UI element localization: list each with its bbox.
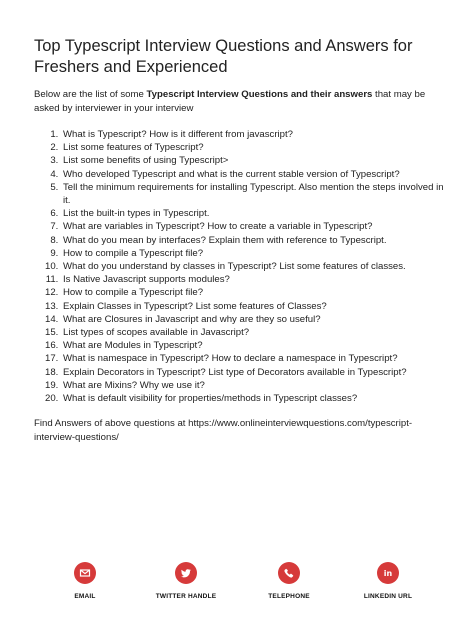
contact-label: TWITTER HANDLE (155, 593, 217, 600)
question-item: 16. What are Modules in Typescript? (61, 339, 444, 352)
intro-paragraph (34, 88, 444, 116)
phone-icon[interactable] (278, 562, 300, 584)
question-item: 4. Who developed Typescript and what is the current stable version of Typescript? (61, 168, 444, 181)
question-item: 15. List types of scopes available in Javascript? (61, 326, 444, 339)
contact-label: LINKEDIN URL (363, 593, 413, 600)
question-item: 3. List some benefits of using Typescript> (61, 154, 444, 167)
linkedin-icon[interactable] (377, 562, 399, 584)
questions-list (34, 128, 444, 405)
contact-label: TELEPHONE (268, 593, 310, 600)
svg-text:in: in (383, 569, 393, 578)
contact-telephone[interactable] (239, 562, 339, 600)
question-item: 9. How to compile a Typescript file? (61, 247, 444, 260)
question-item: 18. Explain Decorators in Typescript? List type of Decorators available in Typescript? (61, 366, 444, 379)
question-item: 10. What do you understand by classes in Typescript? List some features of classes. (61, 260, 444, 273)
twitter-icon[interactable] (175, 562, 197, 584)
intro-text-before: Below are the list of some (34, 89, 147, 100)
intro-text-after: that may be asked by interviewer in your interview (34, 89, 426, 114)
contact-linkedin[interactable] (338, 562, 438, 600)
contact-label: EMAIL (74, 593, 96, 600)
question-item: 20. What is default visibility for properties/methods in Typescript classes? (61, 392, 444, 405)
question-item: 14. What are Closures in Javascript and why are they so useful? (61, 313, 444, 326)
question-item: 13. Explain Classes in Typescript? List some features of Classes? (61, 300, 444, 313)
email-icon[interactable] (74, 562, 96, 584)
page-title: Top Typescript Interview Questions and Answers for Freshers and Experienced (34, 37, 413, 76)
question-item: 8. What do you mean by interfaces? Explain them with reference to Typescript. (61, 234, 444, 247)
contact-email[interactable] (35, 562, 135, 600)
question-item: 11. Is Native Javascript supports modules? (61, 273, 444, 286)
question-item: 17. What is namespace in Typescript? How to declare a namespace in Typescript? (61, 352, 444, 365)
contact-twitter[interactable] (136, 562, 236, 600)
find-answers-text: Find Answers of above questions at https://www.onlineinterviewquestions.com/typescript-interview-questions/ (34, 418, 413, 444)
question-item: 7. What are variables in Typescript? How to create a variable in Typescript? (61, 220, 444, 233)
question-item: 1. What is Typescript? How is it different from javascript? (61, 128, 444, 141)
question-item: 19. What are Mixins? Why we use it? (61, 379, 444, 392)
contact-footer (0, 562, 474, 612)
question-item: 2. List some features of Typescript? (61, 141, 444, 154)
question-item: 12. How to compile a Typescript file? (61, 286, 444, 299)
document-page (34, 36, 444, 445)
question-item: 6. List the built-in types in Typescript. (61, 207, 444, 220)
intro-text-bold: Typescript Interview Questions and their answers (146, 89, 373, 100)
question-item: 5. Tell the minimum requirements for installing Typescript. Also mention the steps involved in it. (61, 181, 444, 207)
